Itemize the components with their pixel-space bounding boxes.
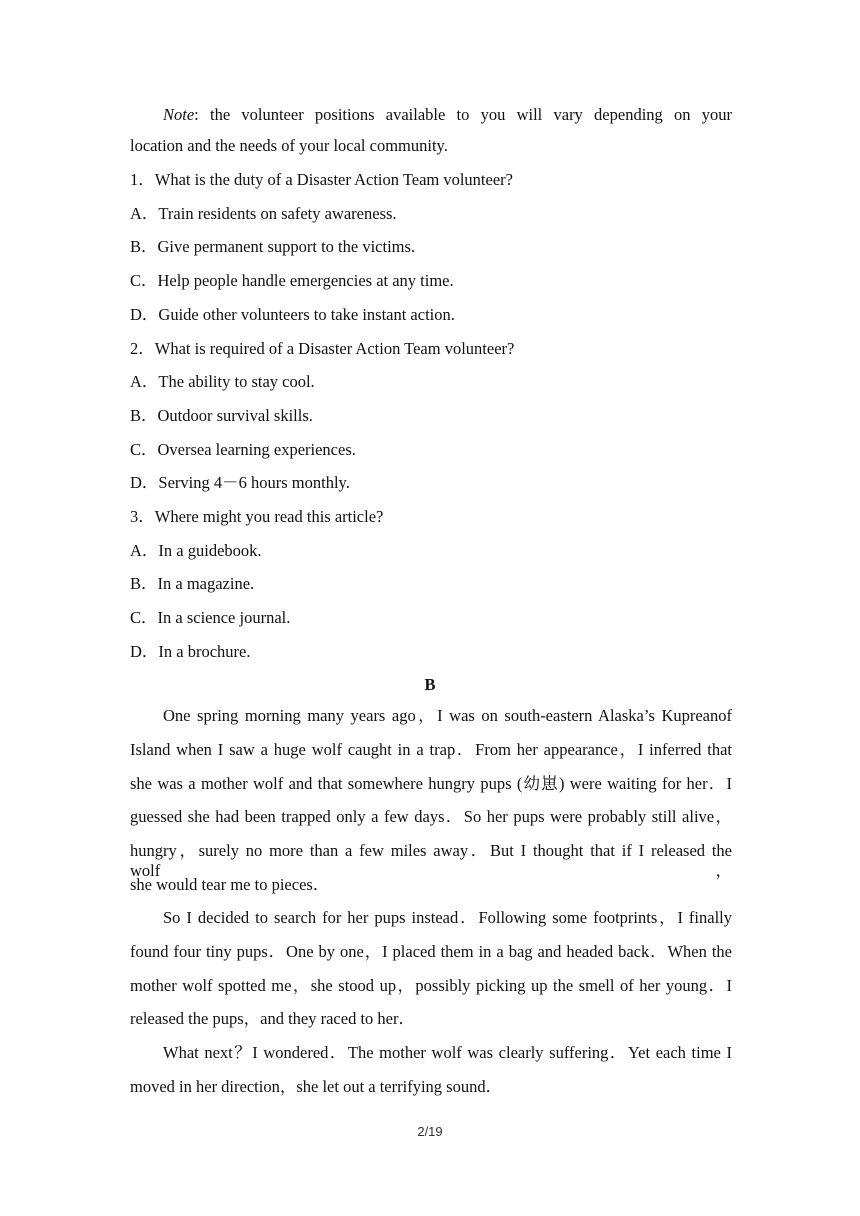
question-2-option-d: D．Serving 4－6 hours monthly. bbox=[130, 473, 350, 492]
question-2-stem: 2．What is required of a Disaster Action Team volunteer? bbox=[130, 339, 515, 358]
question-1-option-a: A．Train residents on safety awareness. bbox=[130, 204, 397, 223]
question-2-option-c: C．Oversea learning experiences. bbox=[130, 440, 356, 459]
question-3-option-d: D．In a brochure. bbox=[130, 642, 251, 661]
question-1-option-d: D．Guide other volunteers to take instant action. bbox=[130, 305, 455, 324]
passage-line: moved in her direction，she let out a terrifying sound． bbox=[130, 1077, 503, 1096]
question-1-option-c: C．Help people handle emergencies at any time. bbox=[130, 271, 454, 290]
question-3-stem: 3．Where might you read this article? bbox=[130, 507, 384, 526]
question-2-option-a: A．The ability to stay cool. bbox=[130, 372, 315, 391]
question-2-option-b: B．Outdoor survival skills. bbox=[130, 406, 313, 425]
passage-line: Island when I saw a huge wolf caught in a trap．From her appearance，I inferred that bbox=[130, 740, 732, 759]
note-line-1 bbox=[163, 105, 732, 125]
passage-line: guessed she had been trapped only a few days．So her pups were probably still alive， bbox=[130, 807, 732, 826]
passage-line: mother wolf spotted me，she stood up，possibly picking up the smell of her young．I bbox=[130, 976, 732, 995]
question-3-option-a: A．In a guidebook. bbox=[130, 541, 262, 560]
question-1-stem: 1．What is the duty of a Disaster Action Team volunteer? bbox=[130, 170, 513, 189]
note-line-2: location and the needs of your local community. bbox=[130, 136, 448, 155]
question-1-option-b: B．Give permanent support to the victims. bbox=[130, 237, 416, 256]
passage-line: she would tear me to pieces． bbox=[130, 875, 330, 894]
passage-line: released the pups，and they raced to her． bbox=[130, 1009, 415, 1028]
passage-line: hungry，surely no more than a few miles away．But I thought that if I released the wolf， bbox=[130, 841, 732, 880]
passage-line: So I decided to search for her pups instead．Following some footprints，I finally bbox=[163, 908, 732, 927]
passage-line: she was a mother wolf and that somewhere hungry pups (幼崽) were waiting for her．I bbox=[130, 774, 732, 793]
passage-line: found four tiny pups．One by one，I placed them in a bag and headed back．When the bbox=[130, 942, 732, 961]
question-3-option-c: C．In a science journal. bbox=[130, 608, 291, 627]
passage-line: One spring morning many years ago，I was on south-eastern Alaska’s Kupreanof bbox=[163, 706, 732, 725]
note-label: Note bbox=[163, 105, 195, 124]
page-number: 2/19 bbox=[417, 1124, 443, 1139]
passage-line: What next？I wondered．The mother wolf was clearly suffering．Yet each time I bbox=[163, 1043, 732, 1062]
question-3-option-b: B．In a magazine. bbox=[130, 574, 255, 593]
section-b-title: B bbox=[424, 675, 436, 694]
note-text: : the volunteer positions available to you will vary depending on your bbox=[194, 105, 732, 124]
